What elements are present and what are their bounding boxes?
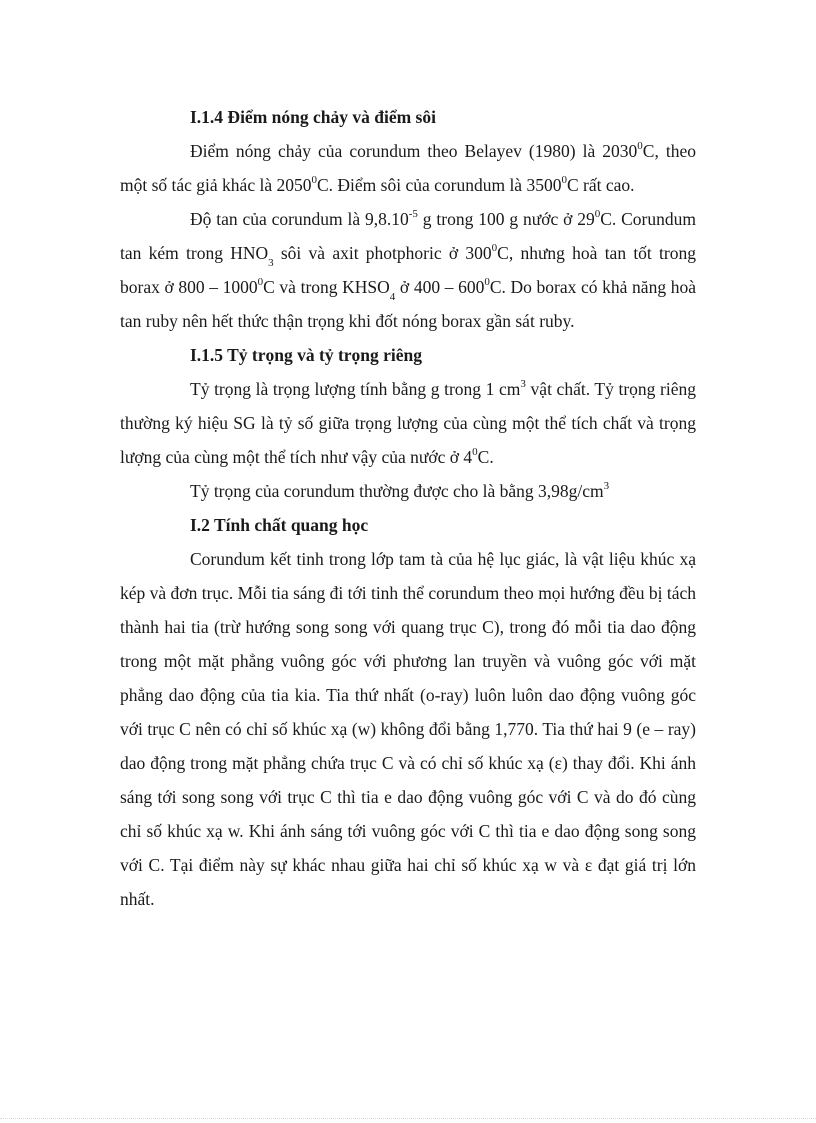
paragraph-solubility: Độ tan của corundum là $9,8.10^{-5}$ g trong 100 g nước ở $29^0C$. Corundum tan kém trong $HNO_3$ sôi và axit photphoric ở $300^0C$, nhưng hoà tan tốt trong borax ở 800 – 1000$^0$C và trong $KHSO_4$ ở $400 - 600^0C$. Do borax có khả năng hoà tan ruby nên hết thức thận trọng khi đốt nóng borax gần sát ruby. [120, 208, 696, 331]
paragraph-corundum-density: Tỷ trọng của corundum thường được cho là bằng $3,98g/cm^3$ [190, 480, 610, 501]
document-body [120, 100, 696, 916]
section-heading-1-1-4: I.1.4 Điểm nóng chảy và điểm sôi [190, 107, 436, 127]
paragraph-optical-properties: Corundum kết tinh trong lớp tam tà của hệ lục giác, là vật liệu khúc xạ kép và đơn trục. Mỗi tia sáng đi tới tinh thể corundum theo mọi hướng đều bị tách thành hai tia (trừ hướng song song với quang trục C), trong đó mỗi tia dao động trong một mặt phẳng vuông góc với phương lan truyền và vuông góc với mặt phẳng dao động của tia kia. Tia thứ nhất (o-ray) luôn luôn dao động vuông góc với trục C nên có chỉ số khúc xạ (w) không đổi bằng 1,770. Tia thứ hai 9 (e – ray) dao động trong mặt phẳng chứa trục C và có chỉ số khúc xạ (ε) thay đổi. Khi ánh sáng tới song song với trục C thì tia e dao động vuông góc với C và do đó cùng chỉ số khúc xạ w. Khi ánh sáng tới vuông góc với C thì tia e dao động song song với C. Tại điểm này sự khác nhau giữa hai chỉ số khúc xạ w và ε đạt giá trị lớn nhất. [120, 549, 696, 909]
paragraph-melting-point: Điểm nóng chảy của corundum theo Belayev (1980) là 2030$^0$C, theo một số tác giả khác là 2050$^0$C. Điểm sôi của corundum là 3500$^0$C rất cao. [120, 140, 696, 195]
section-heading-1-1-5: I.1.5 Tỷ trọng và tỷ trọng riêng [190, 345, 423, 365]
page-bottom-border [0, 1118, 816, 1119]
section-heading-1-2: I.2 Tính chất quang học [190, 515, 369, 535]
paragraph-density: Tỷ trọng là trọng lượng tính bằng g trong 1 $cm^3$ vật chất. Tỷ trọng riêng thường ký hiệu SG là tỷ số giữa trọng lượng của cùng một thể tích chất và trọng lượng của cùng một thể tích như vậy của nước ở $4^0C$. [120, 378, 696, 467]
